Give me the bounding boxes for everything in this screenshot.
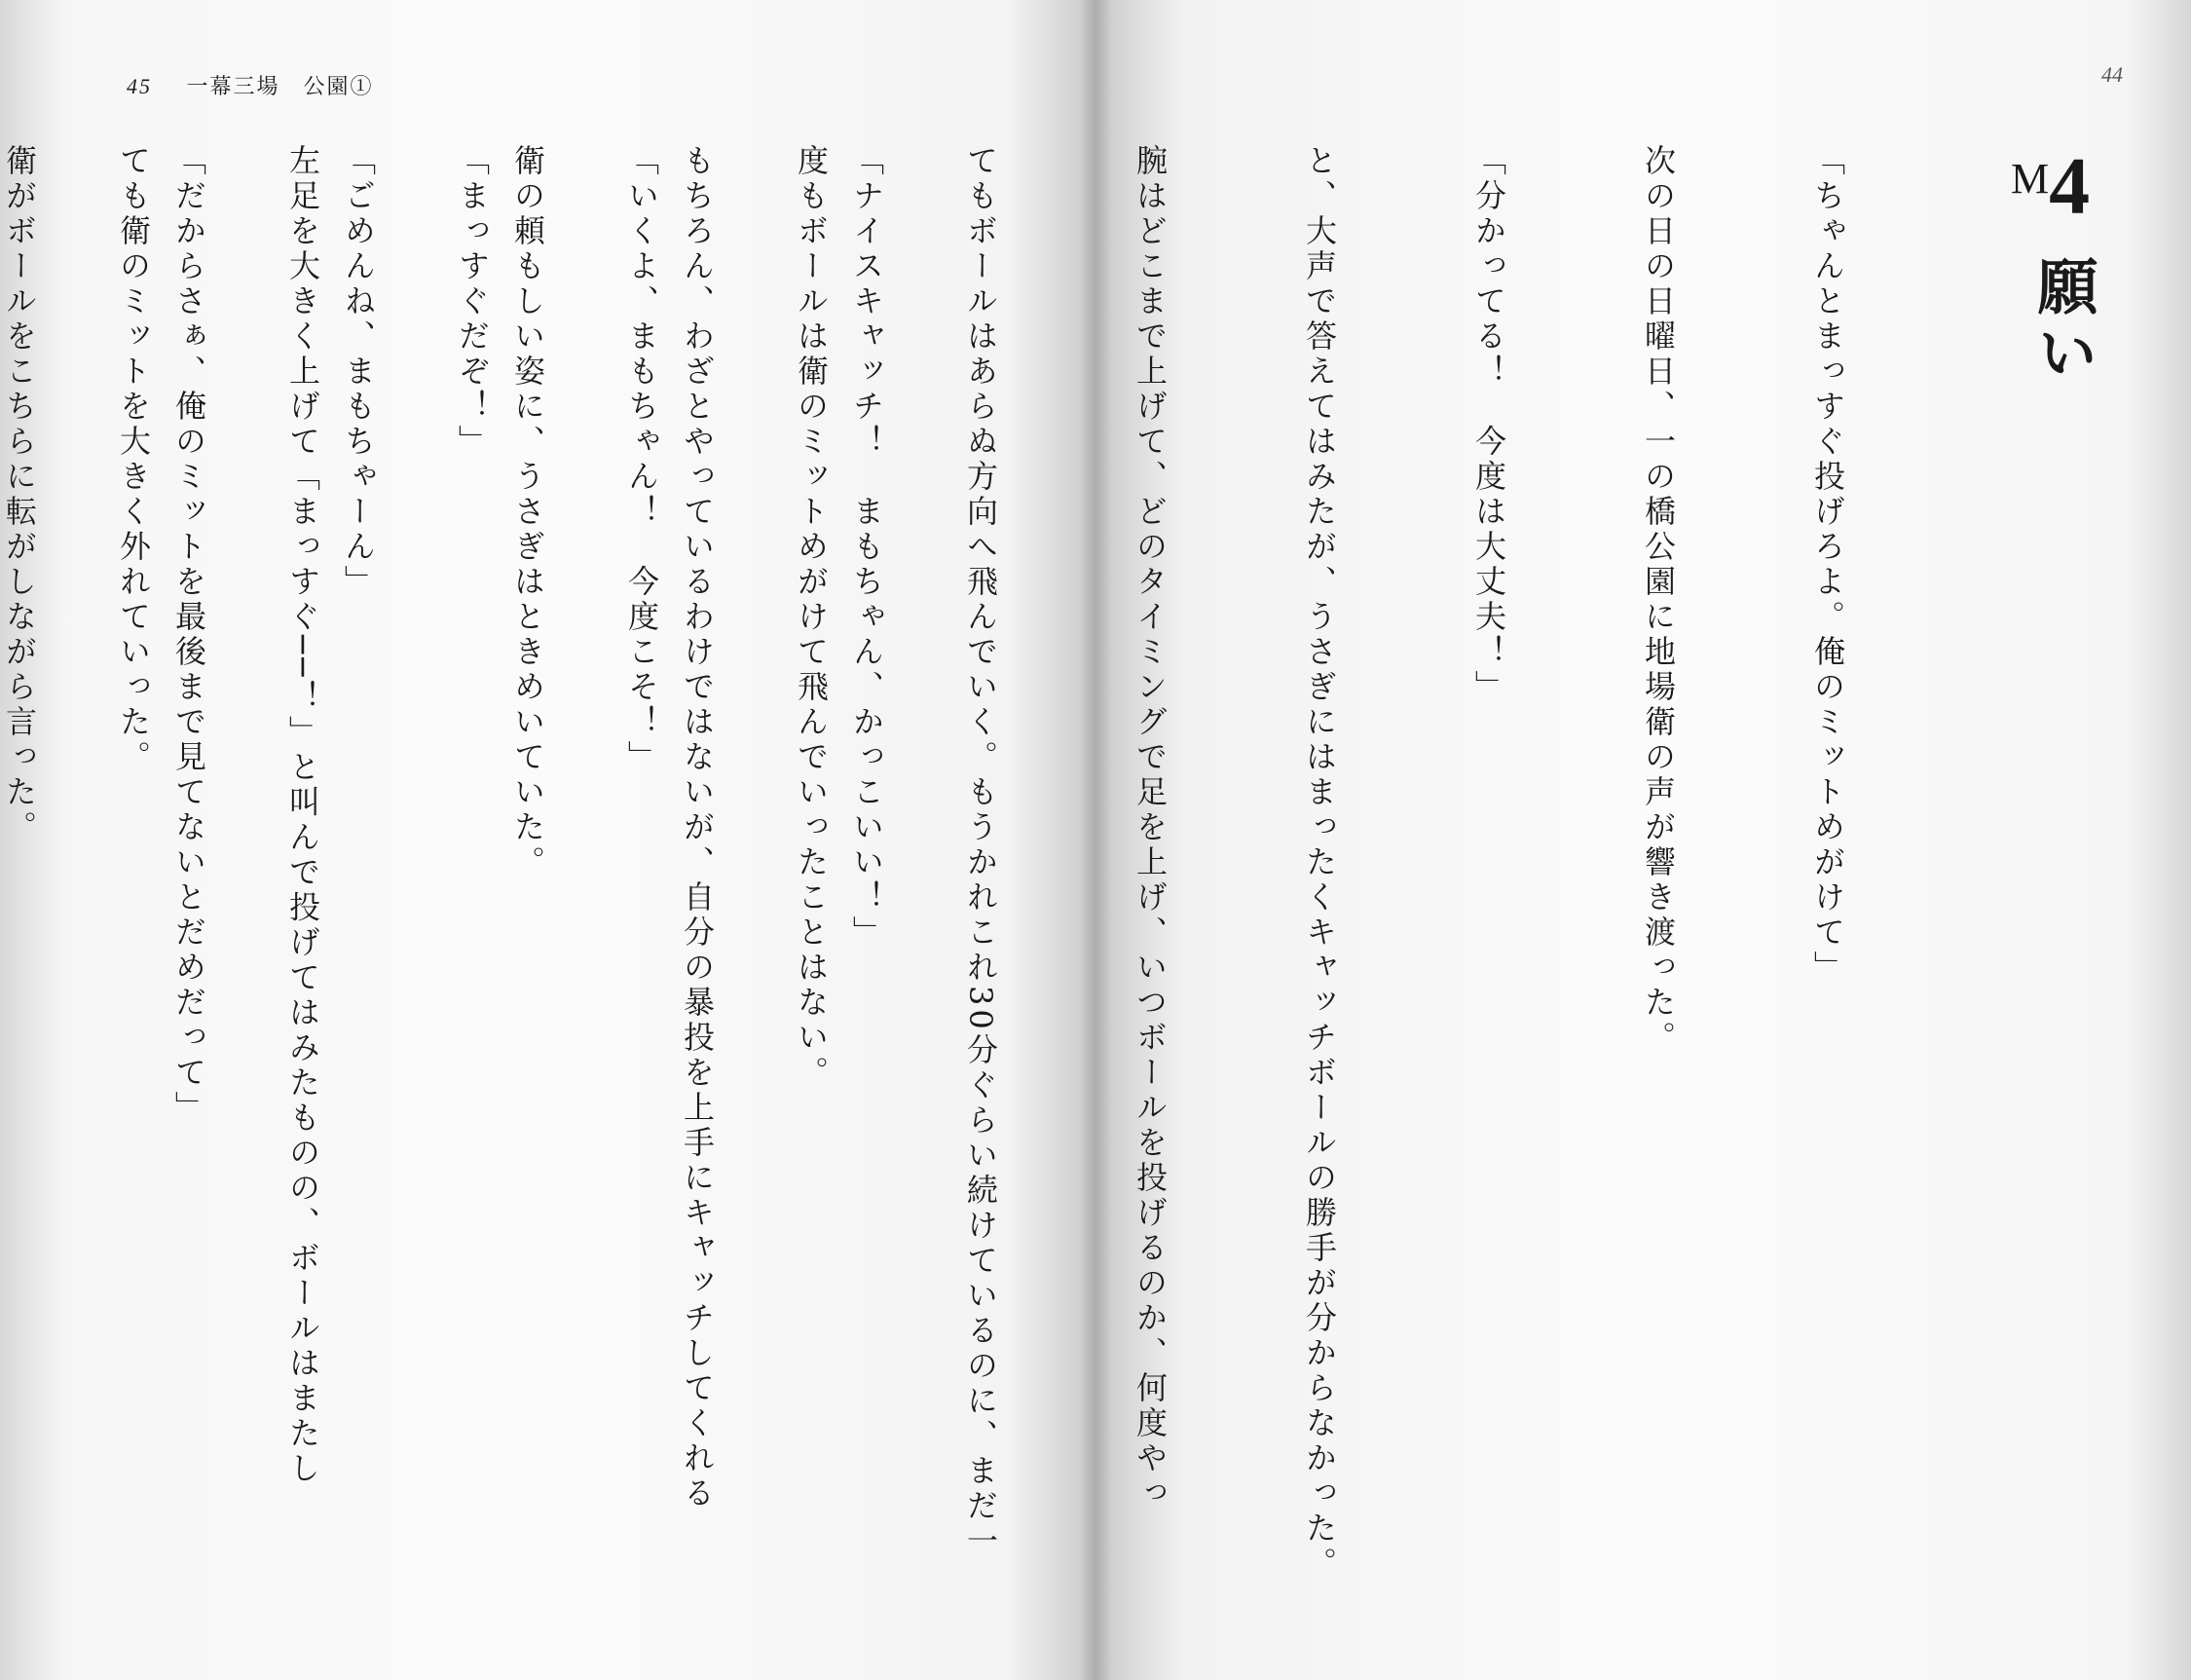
book-gutter-shadow (1079, 0, 1112, 1680)
text-line: 「いくよ、まもちゃん！ 今度こそ！」 (623, 144, 660, 775)
chapter-digit: 4 (2049, 141, 2091, 232)
text-line: 腕はどこまで上げて、どのタイミングで足を上げ、いつボールを投げるのか、何度やっ (1132, 144, 1169, 1512)
text-line: 次の日の日曜日、一の橋公園に地場衛の声が響き渡った。 (1640, 144, 1677, 1056)
text-line: もちろん、わざとやっているわけではないが、自分の暴投を上手にキャッチしてくれる (679, 144, 716, 1512)
chapter-prefix: M (2011, 155, 2050, 203)
text-line: 「ちゃんとまっすぐ投げろよ。俺のミットめがけて」 (1809, 144, 1846, 986)
text-line: ても衛のミットを大きく外れていった。 (115, 144, 152, 775)
chapter-heading (2011, 141, 2147, 429)
text-line: 「分かってる！ 今度は大丈夫！」 (1470, 144, 1507, 705)
running-head (127, 70, 374, 100)
running-title: 一幕三場 公園① (186, 74, 374, 98)
text-line: 「まっすぐだぞ！」 (454, 144, 491, 460)
left-page-number: 45 (127, 74, 152, 98)
text-line: 衛の頼もしい姿に、うさぎはときめいていた。 (509, 144, 546, 880)
text-line: 「ごめんね、まもちゃーん」 (340, 144, 377, 600)
text-line: てもボールはあらぬ方向へ飛んでいく。もうかれこれ30分ぐらい続けているのに、まだ一 (962, 144, 999, 1559)
text-line: 左足を大きく上げて「まっすぐ──！」と叫んで投げてはみたものの、ボールはまたし (284, 144, 321, 1487)
chapter-number (2011, 141, 2091, 232)
right-page-number: 44 (2101, 62, 2123, 87)
text-line: 度もボールは衛のミットめがけて飛んでいったことはない。 (793, 144, 830, 1091)
text-line: 「ナイスキャッチ！ まもちゃん、かっこいい！」 (848, 144, 885, 951)
text-line: 衛がボールをこちらに転がしながら言った。 (1, 144, 38, 845)
text-line: 「だからさぁ、俺のミットを最後まで見てないとだめだって」 (170, 144, 207, 1126)
chapter-title: 願い (2027, 255, 2098, 388)
text-line: と、大声で答えてはみたが、うさぎにはまったくキャッチボールの勝手が分からなかった。 (1301, 144, 1338, 1582)
